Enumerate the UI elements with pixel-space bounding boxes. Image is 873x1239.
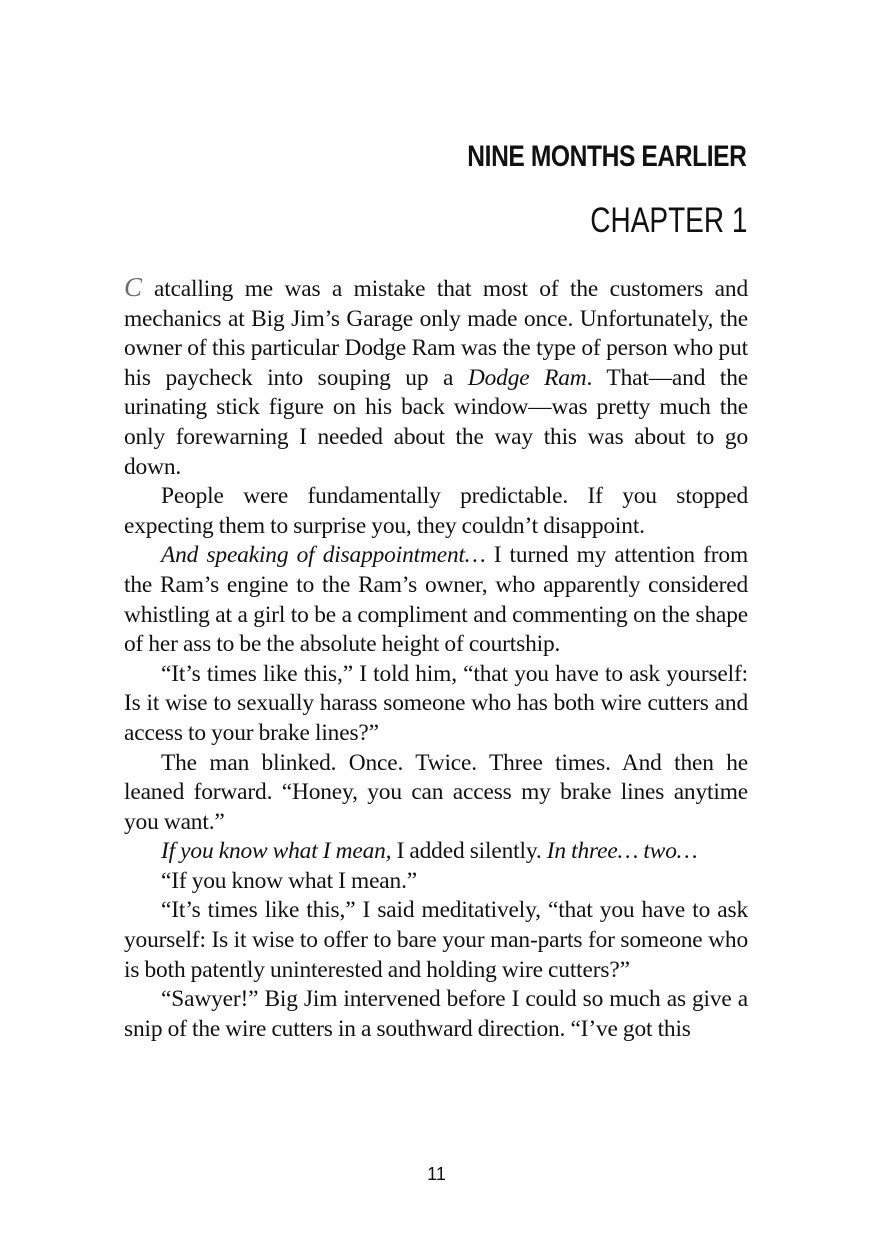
page-number: 11 (427, 1164, 446, 1184)
paragraph-text: People were fundamentally predictable. If you stopped expecting them to surprise you, they couldn’t disappoint. (124, 483, 748, 539)
paragraph-text: atcalling me was a mistake that most of the customers and mechanics at Big Jim’s Garage only made once. Unfortunately, the owner of this particular Dodge Ram was the type of person who put his paycheck into souping up a (124, 276, 748, 391)
paragraph-text: “Sawyer!” Big Jim intervened before I could so much as give a snip of the wire cutters in a southward direction. “I’ve got this (124, 986, 748, 1042)
paragraph-2 (124, 482, 748, 541)
paragraph-3 (124, 541, 748, 659)
paragraph-text: “It’s times like this,” I said meditatively, “that you have to ask yourself: Is it wise to offer to bare your man-parts for someone who is both patently uninterested and holding wire cutters?” (124, 897, 748, 983)
paragraph-text: “If you know what I mean.” (161, 867, 418, 894)
paragraph-text: I turned my attention from the Ram’s engine to the Ram’s owner, who apparently considered whistling at a girl to be a compliment and commenting on the shape of her ass to be the absolute height of courtship. (124, 542, 749, 658)
chapter-title: CHAPTER 1 (589, 201, 747, 240)
paragraph-9 (124, 985, 748, 1044)
drop-cap: C (124, 272, 142, 302)
paragraph-text: The man blinked. Once. Twice. Three times. And then he leaned forward. “Honey, you can access my brake lines anytime you want.” (124, 749, 748, 835)
paragraph-1 (124, 273, 748, 482)
paragraph-text: I added silently. (391, 838, 547, 865)
paragraph-7 (124, 867, 748, 897)
paragraph-6 (124, 837, 748, 867)
paragraph-5 (124, 749, 748, 838)
paragraph-8 (124, 896, 748, 985)
paragraph-text: “It’s times like this,” I told him, “that you have to ask yourself: Is it wise to sexually harass someone who has both wire cutters and access to your brake lines?” (124, 660, 748, 746)
paragraph-text: . That—and the urinating stick figure on his back window—was pretty much the only forewarning I needed about the way this was about to go down. (124, 364, 749, 480)
italic-text: And speaking of disappointment… (161, 542, 486, 569)
section-title: NINE MONTHS EARLIER (467, 140, 747, 173)
italic-text: Dodge Ram (467, 364, 587, 391)
paragraph-4 (124, 660, 748, 749)
italic-text: In three… two… (546, 838, 698, 865)
italic-text: If you know what I mean, (161, 838, 392, 865)
chapter-body (124, 273, 748, 1044)
